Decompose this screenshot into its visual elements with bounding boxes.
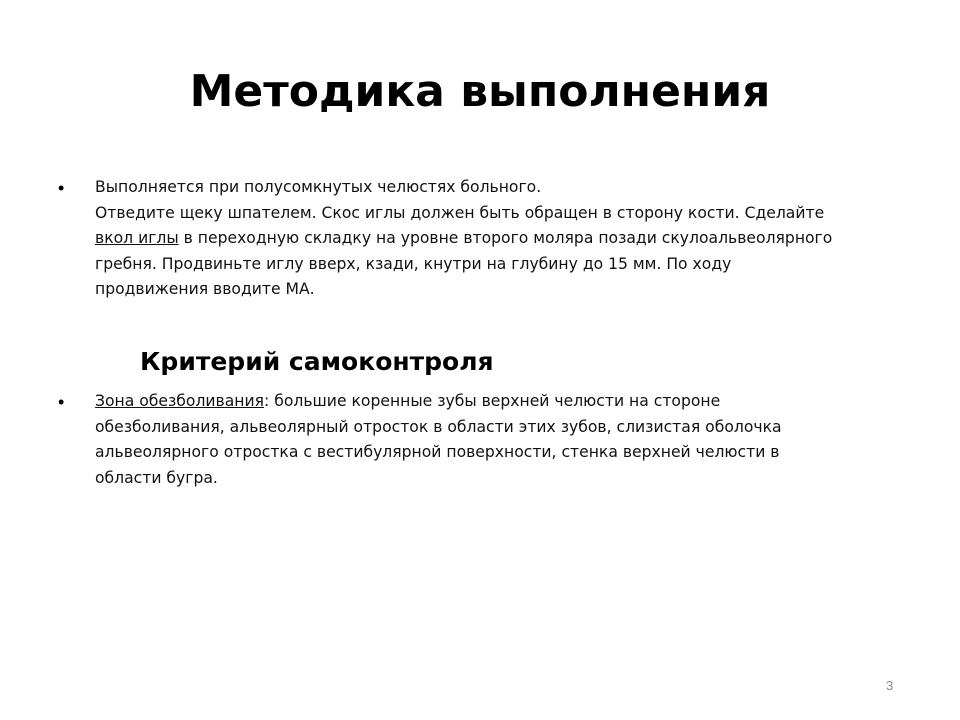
- page-number: 3: [886, 678, 894, 693]
- text-line: Выполняется при полусомкнутых челюстях больного.: [95, 178, 542, 196]
- bullet-text: [95, 175, 908, 303]
- text-line: гребня. Продвиньте иглу вверх, кзади, кнутри на глубину до 15 мм. По ходу: [95, 254, 732, 273]
- text-line: [95, 226, 908, 252]
- text-line: [95, 389, 908, 415]
- bullet-text: [95, 389, 908, 491]
- text-fragment: : большие коренные зубы верхней челюсти на стороне: [264, 392, 721, 410]
- text-line: продвижения вводите МА.: [95, 280, 315, 298]
- text-line: альвеолярного отростка с вестибулярной поверхности, стенка верхней челюсти в: [95, 443, 780, 461]
- underlined-term: Зона обезболивания: [95, 392, 265, 410]
- bullet-marker: •: [58, 392, 65, 412]
- text-fragment: в переходную складку на уровне второго моляра позади скулоальвеолярного: [178, 229, 833, 247]
- underlined-term: вкол иглы: [95, 229, 179, 247]
- bullet-item-anesthesia-zone: [58, 389, 908, 491]
- slide-title: Методика выполнения: [189, 66, 771, 117]
- section-subheading: Критерий самоконтроля: [140, 347, 494, 376]
- bullet-marker: •: [58, 178, 65, 198]
- text-line: обезболивания, альвеолярный отросток в области этих зубов, слизистая оболочка: [95, 417, 782, 436]
- bullet-item-technique: [58, 175, 908, 303]
- text-line: области бугра.: [95, 468, 218, 487]
- text-line: Отведите щеку шпателем. Скос иглы должен быть обращен в сторону кости. Сделайте: [95, 203, 825, 222]
